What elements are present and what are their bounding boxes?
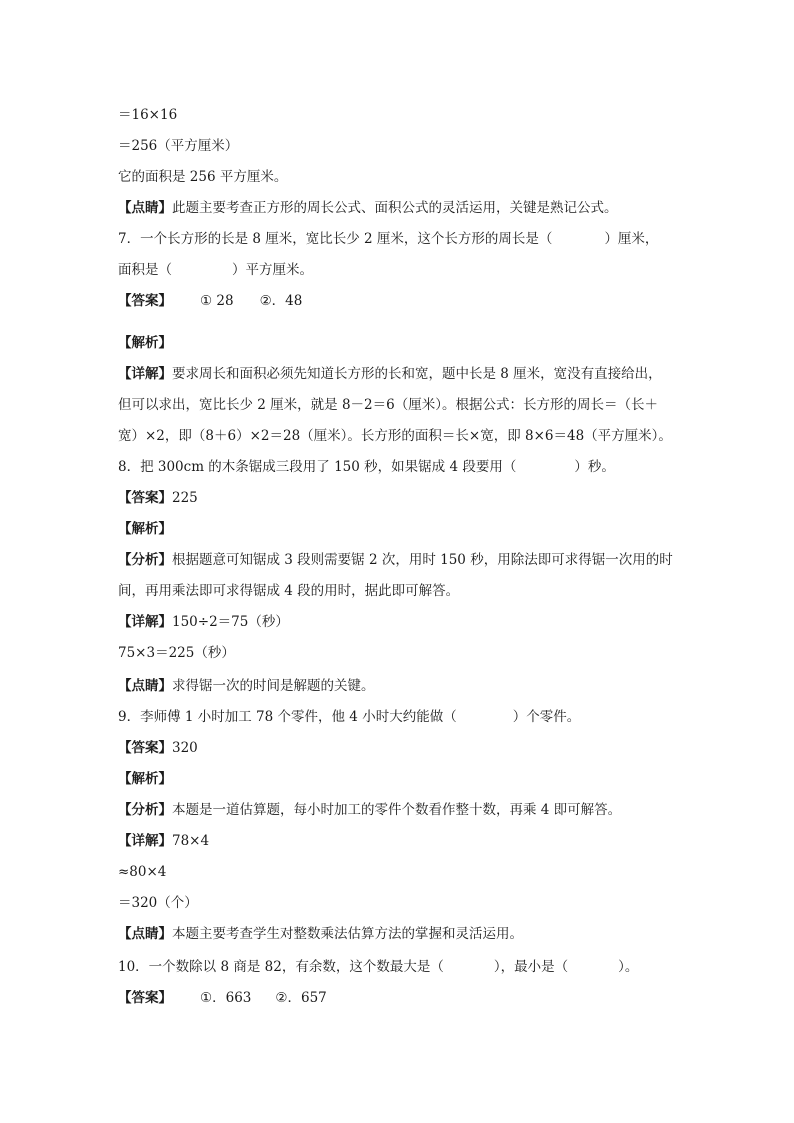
detail-8-line-2: 75×3＝225（秒） [118,645,235,661]
dianjing-text: 此题主要考查正方形的周长公式、面积公式的灵活运用，关键是熟记公式。 [172,200,618,216]
detail-tag: 【详解】 [118,614,172,630]
analysis-heading [118,770,172,788]
question-7-cont [118,261,313,279]
equation-line: ＝16×16 [118,107,178,123]
question-text: ）个零件。 [512,709,581,725]
answer-8 [118,489,198,507]
fenxi-8-line-1 [118,551,673,569]
question-text: 面积是（ [118,262,172,278]
answer-9 [118,739,198,757]
equation-line: ＝256（平方厘米） [118,138,239,154]
analysis-tag: 【解析】 [118,771,172,787]
question-text: ）秒。 [574,459,615,475]
question-text: ）厘米， [604,231,659,247]
question-7 [118,230,658,248]
question-10 [118,958,638,976]
dianjing-9 [118,925,523,943]
answer-tag: 【答案】 [118,293,172,309]
answer-statement: 它的面积是 256 平方厘米。 [118,169,288,185]
detail-text: 78×4 [172,833,210,849]
answer-7 [118,292,302,310]
fenxi-8-line-2: 间，再用乘法即可求得锯成 4 段的用时，据此即可解答。 [118,583,460,599]
answer-value-2: ②．48 [259,293,303,309]
detail-7-line-2: 但可以求出，宽比长少 2 厘米，就是 8－2＝6（厘米）。根据公式：长方形的周长＝（长＋ [118,397,658,413]
dianjing-tag: 【点睛】 [118,678,172,694]
question-text: ）平方厘米。 [232,262,313,278]
question-text: 10．一个数除以 8 商是 82，有余数，这个数最大是（ [118,959,444,975]
detail-9-line-2: ≈80×4 [118,864,167,880]
answer-tag: 【答案】 [118,740,172,756]
detail-7-line-3: 宽）×2，即（8＋6）×2＝28（厘米）。长方形的面积＝长×宽，即 8×6＝48（平方厘米）。 [118,428,672,444]
fenxi-tag: 【分析】 [118,552,172,568]
dianjing-paragraph [118,199,618,217]
detail-9-line-1 [118,832,209,850]
detail-text: 150÷2＝75（秒） [172,614,289,630]
fenxi-text: 根据题意可知锯成 3 段则需要锯 2 次，用时 150 秒，用除法即可求得锯一次用的时 [172,552,673,568]
detail-9-line-3: ＝320（个） [118,895,198,911]
question-text: ），最小是（ [493,959,569,975]
detail-7-line-1 [118,365,662,383]
question-text: 7．一个长方形的长是 8 厘米，宽比长少 2 厘米，这个长方形的周长是（ [118,231,553,247]
question-8 [118,458,615,476]
detail-text: 要求周长和面积必须先知道长方形的长和宽，题中长是 8 厘米，宽没有直接给出， [172,366,662,382]
question-text: 9．李师傅 1 小时加工 78 个零件，他 4 小时大约能做（ [118,709,457,725]
answer-value-2: ②．657 [275,990,327,1006]
analysis-heading [118,334,172,352]
answer-value: 320 [172,740,198,756]
analysis-heading [118,520,172,538]
answer-value-1: ①．663 [200,990,252,1006]
answer-value-1: ① 28 [200,293,234,309]
answer-value: 225 [172,490,198,506]
fenxi-tag: 【分析】 [118,802,172,818]
detail-8-line-1 [118,613,289,631]
detail-tag: 【详解】 [118,366,172,382]
dianjing-text: 求得锯一次的时间是解题的关键。 [172,678,375,694]
answer-tag: 【答案】 [118,490,172,506]
answer-tag: 【答案】 [118,990,172,1006]
fenxi-9 [118,801,621,819]
analysis-tag: 【解析】 [118,335,172,351]
dianjing-8 [118,677,375,695]
question-9 [118,708,580,726]
question-text: 8．把 300cm 的木条锯成三段用了 150 秒，如果锯成 4 段要用（ [118,459,517,475]
dianjing-tag: 【点睛】 [118,200,172,216]
analysis-tag: 【解析】 [118,521,172,537]
answer-10 [118,989,327,1007]
detail-tag: 【详解】 [118,833,172,849]
dianjing-text: 本题主要考查学生对整数乘法估算方法的掌握和灵活运用。 [172,926,523,942]
fenxi-text: 本题是一道估算题，每小时加工的零件个数看作整十数，再乘 4 即可解答。 [172,802,622,818]
question-text: ）。 [618,959,639,975]
dianjing-tag: 【点睛】 [118,926,172,942]
